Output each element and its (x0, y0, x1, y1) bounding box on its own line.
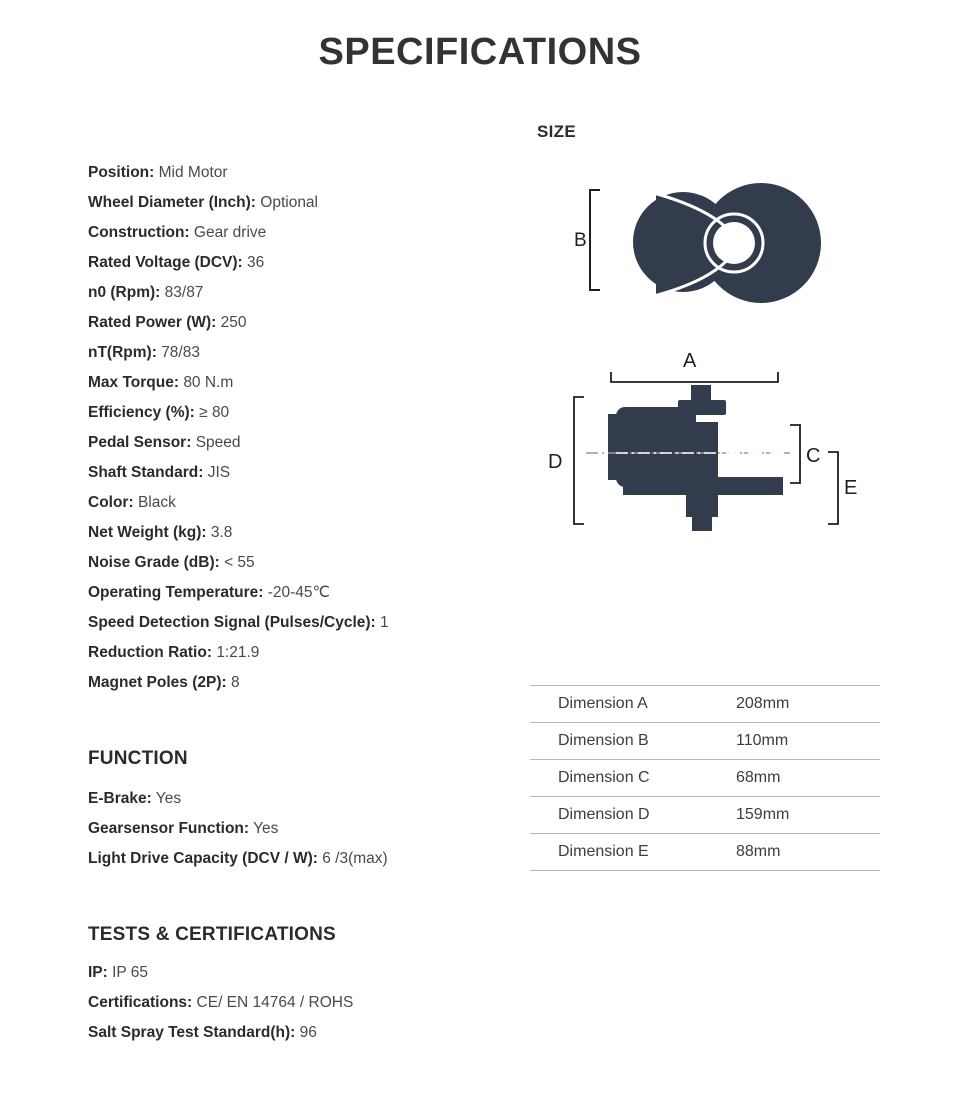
spec-row (88, 248, 508, 278)
spec-row (88, 368, 508, 398)
spec-value: -20-45℃ (267, 584, 330, 601)
dimension-bracket-e (828, 452, 838, 524)
spec-label: Rated Voltage (DCV): (88, 254, 243, 271)
spec-row (88, 218, 508, 248)
spec-label: n0 (Rpm): (88, 284, 161, 301)
spec-value: 6 /3(max) (322, 850, 388, 867)
spec-row (88, 608, 508, 638)
spec-label: Magnet Poles (2P): (88, 674, 227, 691)
spec-value: 96 (299, 1024, 317, 1041)
spec-value: 3.8 (210, 524, 233, 541)
spec-label: E-Brake: (88, 790, 152, 807)
spec-label: Position: (88, 164, 155, 181)
spec-value: Mid Motor (158, 164, 228, 181)
spec-label: Noise Grade (dB): (88, 554, 220, 571)
spec-label: Certifications: (88, 994, 193, 1011)
spec-row (88, 428, 508, 458)
dimension-name: Dimension D (558, 806, 650, 823)
page-title: SPECIFICATIONS (318, 31, 642, 73)
table-row (530, 760, 880, 797)
dimension-value: 110mm (736, 732, 789, 749)
dimension-name: Dimension C (558, 769, 650, 786)
dimension-label-c: C (806, 445, 821, 467)
spec-row (88, 278, 508, 308)
spec-row (88, 158, 508, 188)
dimension-value: 208mm (736, 695, 790, 712)
tests-heading: TESTS & CERTIFICATIONS (88, 924, 336, 945)
spec-value: ≥ 80 (199, 404, 230, 421)
spec-row (88, 958, 508, 988)
spec-row (88, 988, 508, 1018)
spec-label: nT(Rpm): (88, 344, 157, 361)
spec-label: Operating Temperature: (88, 584, 264, 601)
spec-row (88, 338, 508, 368)
spec-label: Pedal Sensor: (88, 434, 192, 451)
spec-row (88, 458, 508, 488)
spec-label: Max Torque: (88, 374, 179, 391)
spec-value: 36 (247, 254, 265, 271)
spec-row (88, 188, 508, 218)
dimension-value: 68mm (736, 769, 781, 786)
spec-value: 83/87 (164, 284, 204, 301)
spec-label: IP: (88, 964, 108, 981)
spec-row (88, 308, 508, 338)
dimension-label-d: D (548, 451, 563, 473)
dimension-name: Dimension B (558, 732, 649, 749)
spec-value: 1 (380, 614, 389, 631)
spec-label: Light Drive Capacity (DCV / W): (88, 850, 318, 867)
spec-value: JIS (207, 464, 231, 481)
table-row (530, 797, 880, 834)
spec-value: IP 65 (112, 964, 149, 981)
function-heading: FUNCTION (88, 748, 188, 769)
spec-row (88, 1018, 508, 1048)
specifications-column (88, 158, 508, 1048)
dimension-label-b: B (574, 230, 587, 251)
dimension-value: 159mm (736, 806, 790, 823)
spec-row (88, 398, 508, 428)
dimension-bracket-b (590, 190, 600, 290)
table-row (530, 686, 880, 723)
motor-body-shape (633, 183, 821, 303)
spec-value: Gear drive (193, 224, 267, 241)
spec-value: 80 N.m (183, 374, 234, 391)
dimension-bracket-d (574, 397, 584, 524)
spec-label: Efficiency (%): (88, 404, 195, 421)
spec-label: Color: (88, 494, 134, 511)
dimension-value: 88mm (736, 843, 781, 860)
dimension-name: Dimension A (558, 695, 648, 712)
dimension-bracket-a (611, 372, 778, 382)
spec-row (88, 548, 508, 578)
spec-value: < 55 (224, 554, 255, 571)
spec-label: Shaft Standard: (88, 464, 204, 481)
spec-row (88, 488, 508, 518)
dimension-bracket-c (790, 425, 800, 483)
spec-row (88, 784, 508, 814)
spec-value: 250 (220, 314, 247, 331)
spec-value: Optional (260, 194, 318, 211)
motor-body-shape (608, 385, 783, 531)
spec-value: 78/83 (161, 344, 200, 361)
spec-row (88, 578, 508, 608)
table-row (530, 723, 880, 760)
spec-label: Reduction Ratio: (88, 644, 212, 661)
spec-label: Rated Power (W): (88, 314, 217, 331)
function-section (88, 748, 508, 874)
dimension-label-a: A (683, 352, 697, 372)
spec-value: 1:21.9 (216, 644, 260, 661)
spec-row (88, 844, 508, 874)
spec-value: Yes (155, 790, 182, 807)
spec-label: Wheel Diameter (Inch): (88, 194, 256, 211)
spec-row (88, 518, 508, 548)
dimension-name: Dimension E (558, 843, 649, 860)
spec-row (88, 668, 508, 698)
size-heading: SIZE (537, 122, 576, 141)
content-columns (0, 100, 960, 1118)
tests-section (88, 924, 508, 1048)
motor-top-view-diagram (528, 178, 928, 338)
specification-list (88, 158, 508, 698)
table-row (530, 834, 880, 871)
spec-label: Speed Detection Signal (Pulses/Cycle): (88, 614, 376, 631)
spec-value: CE/ EN 14764 / ROHS (196, 994, 354, 1011)
motor-side-view-diagram (528, 352, 928, 552)
spec-row (88, 638, 508, 668)
spec-label: Salt Spray Test Standard(h): (88, 1024, 296, 1041)
spec-value: Speed (195, 434, 241, 451)
spec-value: 8 (230, 674, 240, 691)
spec-value: Yes (253, 820, 279, 837)
dimension-label-e: E (844, 477, 858, 499)
spec-label: Construction: (88, 224, 190, 241)
dimension-table (530, 685, 880, 871)
spec-label: Net Weight (kg): (88, 524, 207, 541)
spec-label: Gearsensor Function: (88, 820, 250, 837)
spec-value: Black (137, 494, 176, 511)
spec-row (88, 814, 508, 844)
